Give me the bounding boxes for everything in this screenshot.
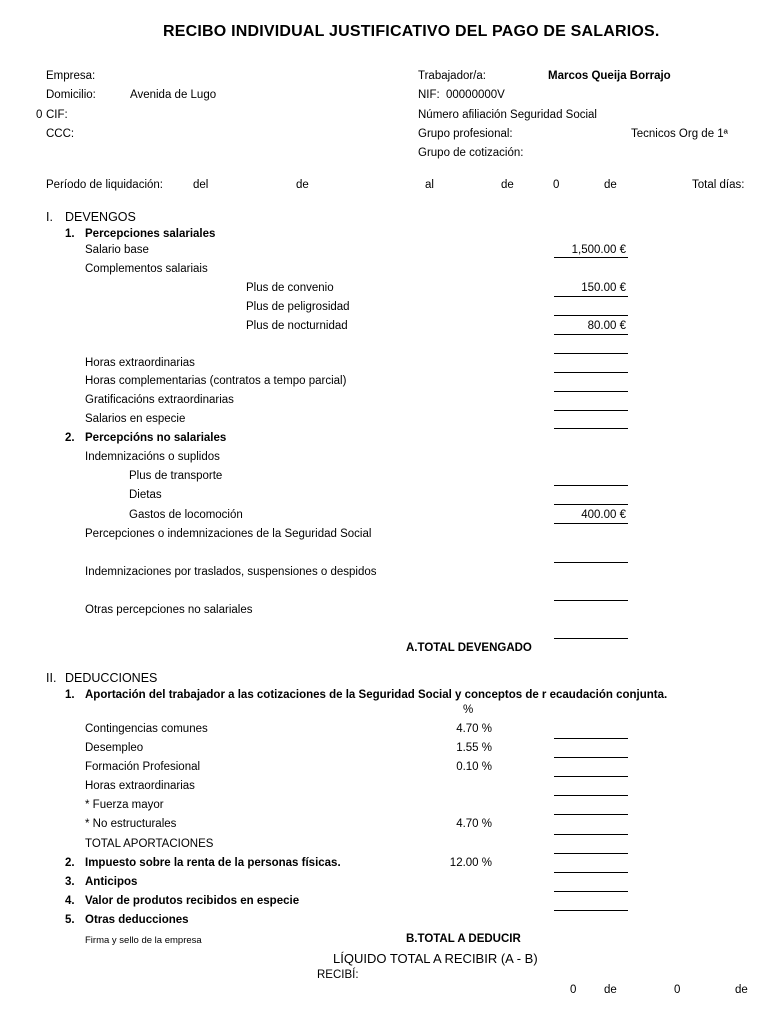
gastos-locomocion-value: 400.00 €: [581, 509, 626, 521]
salario-base-label: Salario base: [85, 244, 149, 256]
total-devengado-label: A.TOTAL DEVENGADO: [406, 642, 532, 654]
otras-percepciones-line: [554, 638, 628, 639]
devengos-num: I.: [46, 210, 53, 224]
extra-line-1: [554, 353, 628, 354]
no-estructurales-label: * No estructurales: [85, 818, 177, 830]
produtos-especie-label: Valor de produtos recibidos en especie: [85, 895, 300, 907]
contingencias-pct: 4.70 %: [456, 723, 492, 735]
otras-deducciones-label: Otras deducciones: [85, 914, 189, 926]
plus-transporte-label: Plus de transporte: [129, 470, 223, 482]
plus-convenio-line: [554, 296, 628, 297]
grupo-profesional-label: Grupo profesional:: [418, 128, 513, 140]
gratificacions-label: Gratificacións extraordinarias: [85, 394, 234, 406]
ccc-label: CCC:: [46, 128, 75, 140]
footer-de-2: de: [735, 984, 748, 996]
indemnizacions-label: Indemnizacións o suplidos: [85, 451, 220, 463]
gastos-locomocion-label: Gastos de locomoción: [129, 509, 243, 521]
plus-nocturnidad-label: Plus de nocturnidad: [246, 320, 348, 332]
indemnizaciones-traslados-label: Indemnizaciones por traslados, suspensiones o despidos: [85, 566, 377, 578]
periodo-de-3: de: [604, 179, 617, 191]
salario-base-value: 1,500.00 €: [571, 244, 626, 256]
footer-zero-1: 0: [570, 984, 577, 996]
horas-complementarias-line: [554, 391, 628, 392]
salarios-especie-line: [554, 428, 628, 429]
liquido-total-label: LÍQUIDO TOTAL A RECIBIR (A - B): [333, 951, 538, 966]
fuerza-mayor-line: [554, 814, 628, 815]
nif-label: NIF:: [418, 89, 440, 101]
desempleo-line: [554, 757, 628, 758]
plus-peligrosidad-label: Plus de peligrosidad: [246, 301, 350, 313]
plus-convenio-value: 150.00 €: [581, 282, 626, 294]
otras-percepciones-label: Otras percepciones no salariales: [85, 604, 253, 616]
grupo-cotizacion-label: Grupo de cotización:: [418, 147, 524, 159]
cif-prefix: 0: [36, 109, 43, 121]
domicilio-value: Avenida de Lugo: [130, 89, 217, 101]
trabajador-label: Trabajador/a:: [418, 70, 486, 82]
complementos-label: Complementos salariais: [85, 263, 208, 275]
aportacion-label: Aportación del trabajador a las cotizaciones de la Seguridad Social y conceptos de r ecaudación conjunta.: [85, 689, 668, 701]
periodo-de-2: de: [501, 179, 514, 191]
periodo-zero: 0: [553, 179, 560, 191]
total-aportaciones-line: [554, 853, 628, 854]
horas-extra-label: Horas extraordinarias: [85, 357, 195, 369]
footer-de-1: de: [604, 984, 617, 996]
afiliacion-label: Número afiliación Seguridad Social: [418, 109, 597, 121]
formacion-label: Formación Profesional: [85, 761, 201, 773]
domicilio-label: Domicilio:: [46, 89, 96, 101]
grupo-profesional-value: Tecnicos Org de 1ª: [631, 128, 728, 140]
total-dias-label: Total días:: [692, 179, 745, 191]
contingencias-line: [554, 738, 628, 739]
aportacion-num: 1.: [65, 689, 75, 701]
no-estructurales-line: [554, 834, 628, 835]
periodo-del: del: [193, 179, 209, 191]
produtos-especie-num: 4.: [65, 895, 75, 907]
fuerza-mayor-label: * Fuerza mayor: [85, 799, 164, 811]
nif-value: 00000000V: [446, 89, 505, 101]
horas-complementarias-label: Horas complementarias (contratos a tempo parcial): [85, 375, 347, 387]
percepciones-salariales-label: Percepciones salariales: [85, 228, 216, 240]
desempleo-label: Desempleo: [85, 742, 144, 754]
salario-base-line: [554, 257, 628, 258]
anticipos-num: 3.: [65, 876, 75, 888]
percepcions-no-salariales-label: Percepcións no salariales: [85, 432, 227, 444]
irpf-pct: 12.00 %: [449, 857, 492, 869]
total-aportaciones-label: TOTAL APORTACIONES: [85, 838, 214, 850]
gastos-locomocion-line: [554, 523, 628, 524]
percepcions-no-salariales-num: 2.: [65, 432, 75, 444]
contingencias-label: Contingencias comunes: [85, 723, 208, 735]
deducciones-heading: DEDUCCIONES: [65, 671, 158, 685]
formacion-line: [554, 776, 628, 777]
periodo-al: al: [425, 179, 434, 191]
total-deducir-label: B.TOTAL A DEDUCIR: [406, 933, 521, 945]
formacion-pct: 0.10 %: [456, 761, 492, 773]
horas-extra-line: [554, 372, 628, 373]
plus-peligrosidad-line: [554, 315, 628, 316]
horas-extra-ded-label: Horas extraordinarias: [85, 780, 195, 792]
deducciones-num: II.: [46, 671, 57, 685]
dietas-label: Dietas: [129, 489, 162, 501]
anticipos-line: [554, 891, 628, 892]
percepciones-ss-label: Percepciones o indemnizaciones de la Seguridad Social: [85, 528, 372, 540]
otras-deducciones-num: 5.: [65, 914, 75, 926]
empresa-label: Empresa:: [46, 70, 96, 82]
gratificacions-line: [554, 410, 628, 411]
devengos-heading: DEVENGOS: [65, 210, 136, 224]
plus-nocturnidad-value: 80.00 €: [587, 320, 626, 332]
plus-convenio-label: Plus de convenio: [246, 282, 334, 294]
firma-label: Firma y sello de la empresa: [85, 935, 202, 946]
indemnizaciones-traslados-line: [554, 600, 628, 601]
no-estructurales-pct: 4.70 %: [456, 818, 492, 830]
irpf-line: [554, 872, 628, 873]
anticipos-label: Anticipos: [85, 876, 138, 888]
irpf-label: Impuesto sobre la renta de la personas físicas.: [85, 857, 341, 869]
produtos-especie-line: [554, 910, 628, 911]
plus-transporte-line: [554, 485, 628, 486]
irpf-num: 2.: [65, 857, 75, 869]
dietas-line: [554, 504, 628, 505]
horas-extra-ded-line: [554, 795, 628, 796]
salarios-especie-label: Salarios en especie: [85, 413, 186, 425]
plus-nocturnidad-line: [554, 334, 628, 335]
desempleo-pct: 1.55 %: [456, 742, 492, 754]
periodo-label: Período de liquidación:: [46, 179, 163, 191]
percent-header: %: [463, 704, 474, 716]
page-title: RECIBO INDIVIDUAL JUSTIFICATIVO DEL PAGO DE SALARIOS.: [163, 23, 660, 40]
footer-zero-2: 0: [674, 984, 681, 996]
percepciones-salariales-num: 1.: [65, 228, 75, 240]
periodo-de-1: de: [296, 179, 309, 191]
percepciones-ss-line: [554, 562, 628, 563]
trabajador-value: Marcos Queija Borrajo: [548, 70, 671, 82]
recibi-label: RECIBÍ:: [317, 969, 359, 981]
cif-label: CIF:: [46, 109, 68, 121]
